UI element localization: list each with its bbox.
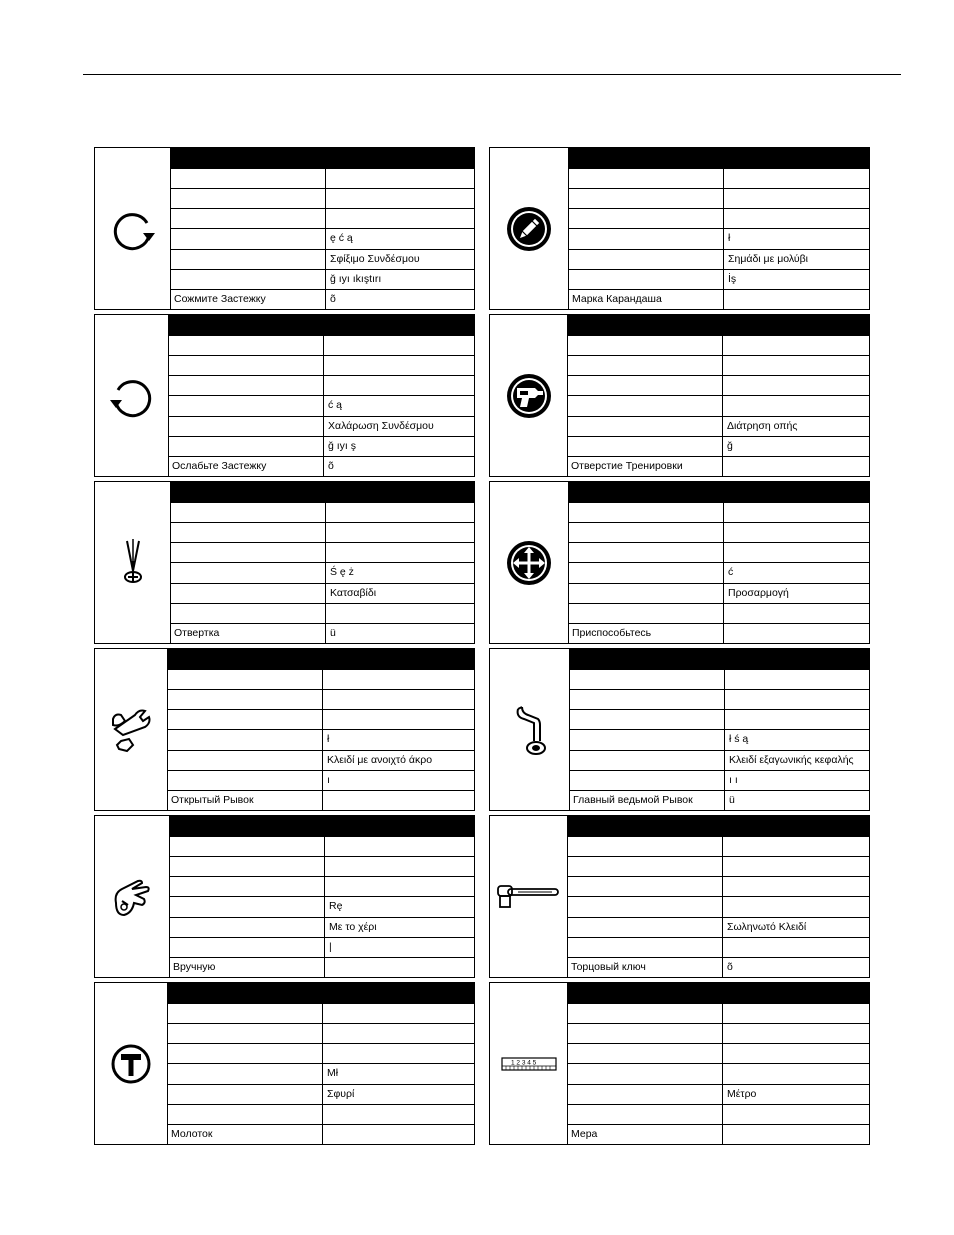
table-row bbox=[168, 335, 474, 355]
table-header bbox=[567, 816, 869, 836]
table-row bbox=[569, 669, 869, 689]
table-row bbox=[567, 1063, 869, 1083]
table-row bbox=[567, 836, 869, 856]
icon-cell bbox=[490, 816, 568, 977]
icon-cell bbox=[490, 315, 568, 476]
table-row: ğ bbox=[567, 436, 869, 456]
socket-wrench-icon bbox=[496, 884, 562, 910]
header-rule bbox=[83, 74, 901, 75]
tool-card-hammer bbox=[94, 982, 475, 1145]
table-row: Σφυρί bbox=[167, 1084, 474, 1104]
table-row bbox=[167, 1003, 474, 1023]
table-row: Χαλάρωση Συνδέσμου bbox=[168, 416, 474, 436]
translation-table bbox=[170, 482, 474, 643]
table-row bbox=[567, 375, 869, 395]
table-row: Κλειδί με ανοιχτό άκρο bbox=[167, 750, 474, 770]
translation-table bbox=[569, 649, 869, 810]
table-row bbox=[568, 522, 869, 542]
measuring-tape-icon bbox=[501, 1056, 557, 1072]
table-header bbox=[567, 983, 869, 1003]
table-row: | bbox=[169, 937, 474, 957]
table-header bbox=[568, 148, 869, 168]
translation-table bbox=[167, 649, 474, 810]
tool-card-screwdriver bbox=[94, 481, 475, 644]
adjust-arrows-icon bbox=[505, 539, 553, 587]
table-row bbox=[568, 168, 869, 188]
translation-table bbox=[568, 148, 869, 309]
table-row bbox=[567, 856, 869, 876]
screwdriver-icon bbox=[117, 537, 149, 589]
table-row: Торцовый ключ õ bbox=[567, 957, 869, 977]
drill-icon bbox=[505, 372, 553, 420]
tool-card-pencil bbox=[489, 147, 870, 310]
table-row: Διάτρηση οπής bbox=[567, 416, 869, 436]
table-row: İş bbox=[568, 269, 869, 289]
icon-cell bbox=[95, 482, 171, 643]
table-row bbox=[170, 188, 474, 208]
open-end-wrench-icon bbox=[109, 705, 153, 755]
table-row bbox=[167, 1043, 474, 1063]
table-row: Мера bbox=[567, 1124, 869, 1144]
table-row: Приспособьтесь bbox=[568, 623, 869, 643]
table-row bbox=[568, 542, 869, 562]
table-row: Mł bbox=[167, 1063, 474, 1083]
table-row bbox=[167, 1023, 474, 1043]
hand-tighten-icon bbox=[110, 873, 154, 921]
table-row bbox=[568, 502, 869, 522]
table-row: ł bbox=[167, 729, 474, 749]
translation-table bbox=[169, 816, 474, 977]
tool-card-drill bbox=[489, 314, 870, 477]
table-row bbox=[567, 335, 869, 355]
icon-cell bbox=[95, 816, 170, 977]
table-header bbox=[170, 148, 474, 168]
translation-table bbox=[167, 983, 474, 1144]
icon-cell bbox=[95, 649, 168, 810]
hammer-icon bbox=[111, 1044, 151, 1084]
ruler-digits: 1 2 3 4 5 bbox=[510, 1059, 536, 1066]
table-row: Отверстие Тренировки bbox=[567, 456, 869, 476]
table-row: Молоток bbox=[167, 1124, 474, 1144]
table-row bbox=[568, 208, 869, 228]
table-row: Με το χέρι bbox=[169, 917, 474, 937]
tool-card-hand-tighten bbox=[94, 815, 475, 978]
table-row: Κλειδί εξαγωνικής κεφαλής bbox=[569, 750, 869, 770]
icon-cell bbox=[490, 148, 569, 309]
table-row: ć ą bbox=[168, 395, 474, 415]
table-row: Κατσαβίδι bbox=[170, 583, 474, 603]
table-row: Rę bbox=[169, 896, 474, 916]
table-row: Отвертка ü bbox=[170, 623, 474, 643]
table-row: ł ś ą bbox=[569, 729, 869, 749]
table-row bbox=[167, 709, 474, 729]
table-row bbox=[567, 1003, 869, 1023]
table-row: Προσαρμογή bbox=[568, 583, 869, 603]
icon-cell bbox=[95, 983, 168, 1144]
table-row bbox=[169, 836, 474, 856]
table-row: Σωληνωτό Κλειδί bbox=[567, 917, 869, 937]
icon-cell bbox=[490, 482, 569, 643]
table-header bbox=[170, 482, 474, 502]
table-row bbox=[567, 1023, 869, 1043]
translation-table bbox=[170, 148, 474, 309]
icon-cell bbox=[95, 148, 171, 309]
icon-cell bbox=[490, 983, 568, 1144]
table-row bbox=[169, 876, 474, 896]
hex-key-icon bbox=[512, 703, 548, 757]
table-row bbox=[168, 375, 474, 395]
table-row bbox=[170, 168, 474, 188]
icon-cell bbox=[490, 649, 570, 810]
table-header bbox=[569, 649, 869, 669]
table-row bbox=[567, 355, 869, 375]
table-row bbox=[567, 896, 869, 916]
table-row bbox=[170, 542, 474, 562]
table-row: Сожмите Застежку õ bbox=[170, 289, 474, 309]
table-row: Марка Карандаша bbox=[568, 289, 869, 309]
table-row bbox=[170, 208, 474, 228]
table-header bbox=[567, 315, 869, 335]
translation-table bbox=[567, 816, 869, 977]
tool-card-tighten bbox=[94, 147, 475, 310]
table-row bbox=[169, 856, 474, 876]
table-header bbox=[169, 816, 474, 836]
translation-table bbox=[567, 983, 869, 1144]
table-row bbox=[567, 395, 869, 415]
table-row bbox=[567, 1104, 869, 1124]
icon-cell bbox=[95, 315, 169, 476]
table-row bbox=[168, 355, 474, 375]
table-row bbox=[167, 1104, 474, 1124]
table-row: Σφίξιμο Συνδέσμου bbox=[170, 249, 474, 269]
table-header bbox=[568, 482, 869, 502]
table-row bbox=[170, 522, 474, 542]
table-row bbox=[170, 603, 474, 623]
table-row bbox=[568, 603, 869, 623]
table-row bbox=[569, 689, 869, 709]
table-row bbox=[167, 689, 474, 709]
table-row bbox=[167, 669, 474, 689]
table-row bbox=[170, 502, 474, 522]
table-row: ł bbox=[568, 228, 869, 248]
translation-table bbox=[568, 482, 869, 643]
table-row: Μέτρο bbox=[567, 1084, 869, 1104]
translation-table bbox=[168, 315, 474, 476]
table-row: Ś ę ż bbox=[170, 562, 474, 582]
table-row: ı ı bbox=[569, 770, 869, 790]
tool-card-open-end-wrench bbox=[94, 648, 475, 811]
table-row bbox=[567, 937, 869, 957]
tool-card-socket-wrench bbox=[489, 815, 870, 978]
loosen-counterclockwise-icon bbox=[108, 372, 156, 420]
translation-table bbox=[567, 315, 869, 476]
table-row bbox=[568, 188, 869, 208]
table-header bbox=[168, 315, 474, 335]
table-header bbox=[167, 983, 474, 1003]
tool-card-loosen bbox=[94, 314, 475, 477]
table-row: Σημάδι με μολύβι bbox=[568, 249, 869, 269]
table-row: Вручную bbox=[169, 957, 474, 977]
pencil-icon bbox=[505, 205, 553, 253]
table-row: Открытый Рывок bbox=[167, 790, 474, 810]
table-row: ę ć ą bbox=[170, 228, 474, 248]
table-row bbox=[569, 709, 869, 729]
table-row bbox=[567, 1043, 869, 1063]
tool-card-hex-key bbox=[489, 648, 870, 811]
table-row: ć bbox=[568, 562, 869, 582]
tighten-clockwise-icon bbox=[109, 205, 157, 253]
table-header bbox=[167, 649, 474, 669]
table-row bbox=[567, 876, 869, 896]
table-row: ı bbox=[167, 770, 474, 790]
tool-card-measuring-tape bbox=[489, 982, 870, 1145]
table-row: Ослабьте Застежку õ bbox=[168, 456, 474, 476]
tool-card-adjust bbox=[489, 481, 870, 644]
table-row: Главный ведьмой Рывок ü bbox=[569, 790, 869, 810]
table-row: ğ ıyı ıkıştırı bbox=[170, 269, 474, 289]
table-row: ğ ıyı ş bbox=[168, 436, 474, 456]
